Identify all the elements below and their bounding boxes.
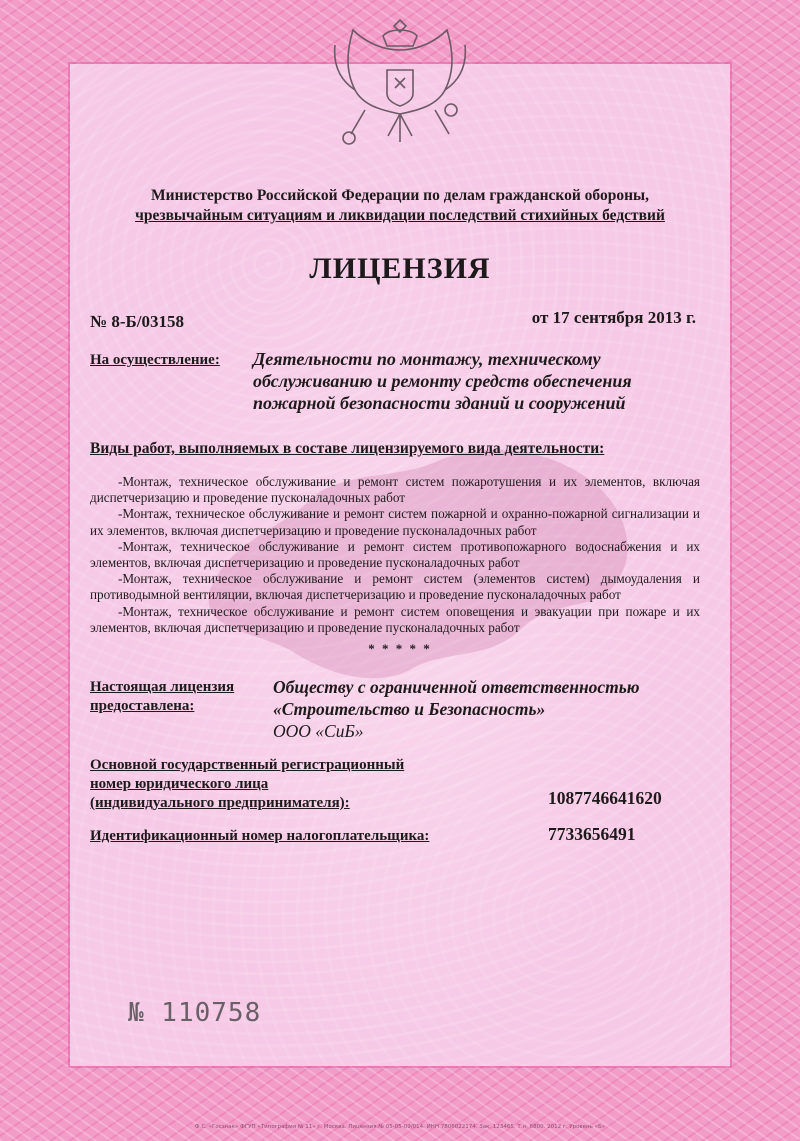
activity-label: На осуществление:: [90, 352, 220, 368]
holder-name-line-1: Обществу с ограниченной ответственностью: [273, 677, 640, 697]
holder-label-line-1: Настоящая лицензия: [90, 679, 235, 695]
activity-description: [253, 348, 703, 414]
section-separator: * * * * *: [368, 641, 432, 656]
russian-double-headed-eagle-emblem-icon: [325, 10, 475, 160]
activity-line-3: пожарной безопасности зданий и сооружений: [253, 393, 626, 413]
works-heading: Виды работ, выполняемых в составе лицензируемого вида деятельности:: [90, 440, 605, 457]
license-number: № 8-Б/03158: [90, 312, 184, 331]
works-list: [90, 474, 700, 636]
activity-line-2: обслуживанию и ремонту средств обеспечения: [253, 371, 632, 391]
ogrn-label-line-3: (индивидуального предпринимателя):: [90, 795, 350, 811]
works-item: -Монтаж, техническое обслуживание и ремонт систем пожарной и охранно-пожарной сигнализации и их элементов, включая диспетчеризацию и проведение пусконаладочных работ: [90, 506, 700, 538]
form-serial-number: № 110758: [128, 998, 262, 1028]
ministry-line-2: чрезвычайным ситуациям и ликвидации последствий стихийных бедствий: [135, 207, 665, 224]
works-item: -Монтаж, техническое обслуживание и ремонт систем оповещения и эвакуации при пожаре и их элементов, включая диспетчеризацию и проведение пусконаладочных работ: [90, 603, 700, 635]
ministry-line-1: Министерство Российской Федерации по делам гражданской обороны,: [151, 187, 649, 204]
holder-label: [90, 678, 234, 716]
inn-value: 7733656491: [548, 824, 636, 844]
activity-line-1: Деятельности по монтажу, техническому: [253, 349, 601, 369]
license-date: от 17 сентября 2013 г.: [531, 308, 696, 327]
holder-name: [273, 676, 713, 742]
holder-name-line-2: «Строительство и Безопасность»: [273, 699, 546, 719]
inn-label: Идентификационный номер налогоплательщика:: [90, 828, 430, 844]
document-title: ЛИЦЕНЗИЯ: [309, 252, 491, 285]
ministry-name: [80, 186, 720, 226]
works-item: -Монтаж, техническое обслуживание и ремонт систем противопожарного водоснабжения и их элементов, включая диспетчеризацию и проведение пусконаладочных работ: [90, 538, 700, 571]
ogrn-label-line-2: номер юридического лица: [90, 776, 269, 792]
works-item: -Монтаж, техническое обслуживание и ремонт систем пожаротушения и их элементов, включая диспетчеризацию и проведение пусконаладочных работ: [90, 474, 700, 506]
works-item: -Монтаж, техническое обслуживание и ремонт систем (элементов систем) дымоудаления и противодымной вентиляции, включая диспетчеризацию и проведение пусконаладочных работ: [90, 571, 700, 603]
ogrn-label: [90, 756, 404, 813]
holder-label-line-2: предоставлена:: [90, 698, 195, 714]
ogrn-value: 1087746641620: [548, 788, 662, 808]
holder-short-name: ООО «СиБ»: [273, 721, 364, 741]
ogrn-label-line-1: Основной государственный регистрационный: [90, 757, 405, 773]
printer-imprint: Ф.С. «Госзнак» ФГУП «Типография № 11» г. Москва. Лицензия № 05-05-09/014. ИНН 7806022174. Зак. 123465. Т.н. 6800. 2012 г. Уровень «Б»: [194, 1124, 606, 1130]
